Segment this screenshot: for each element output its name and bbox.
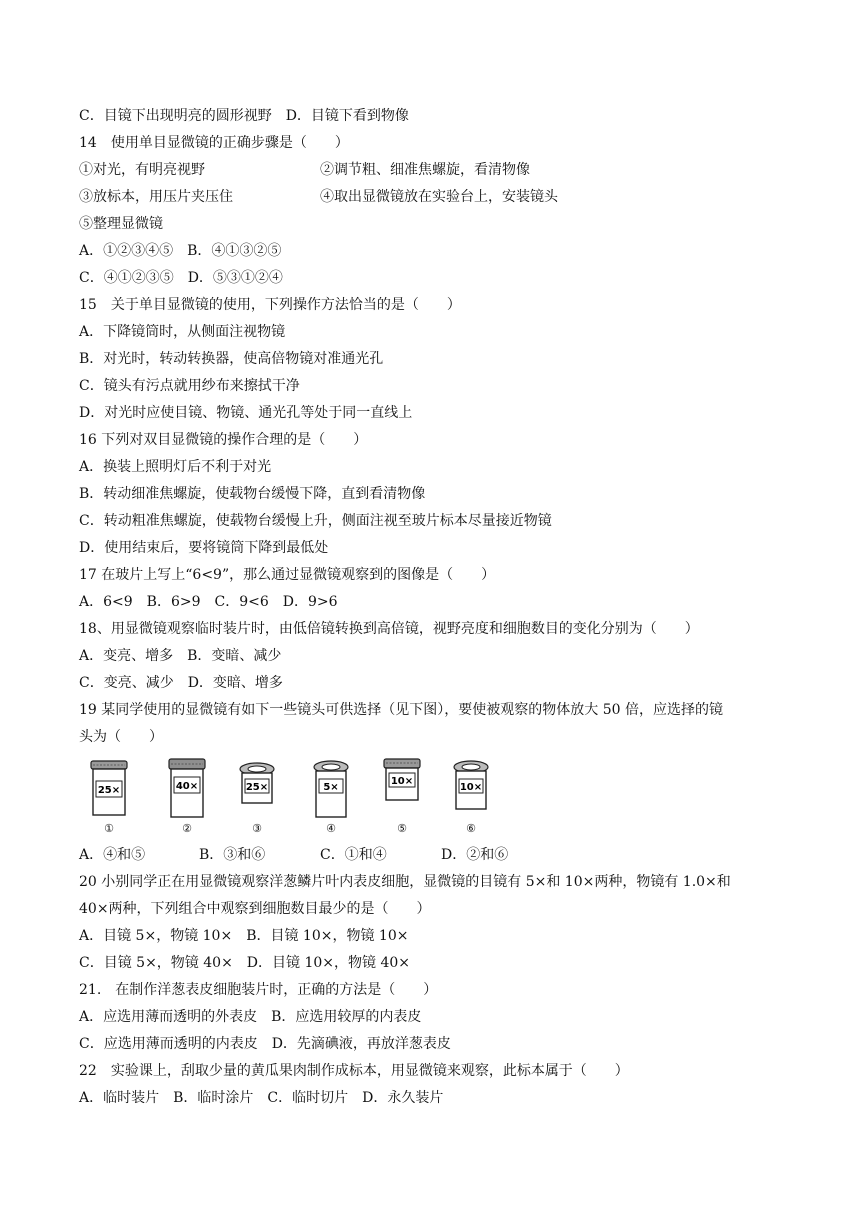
q14-step-5: ⑤整理显微镜 xyxy=(79,216,163,232)
lens-3-number: ③ xyxy=(252,822,262,835)
q21-options-ab: A．应选用薄而透明的外表皮 B．应选用较厚的内表皮 xyxy=(79,1009,422,1025)
lens-5-number: ⑤ xyxy=(397,822,407,835)
lens-6-label: 10× xyxy=(459,782,483,793)
q18-stem: 18、用显微镜观察临时装片时，由低倍镜转换到高倍镜，视野亮度和细胞数目的变化分别为（ ） xyxy=(79,621,699,637)
q16-option-b: B．转动细准焦螺旋，使载物台缓慢下降，直到看清物像 xyxy=(79,486,426,502)
lens-3-label: 25× xyxy=(245,782,269,793)
lens-5-label: 10× xyxy=(390,776,414,787)
lens-6-number: ⑥ xyxy=(466,822,476,835)
q14-step-3: ③放标本，用压片夹压住 xyxy=(79,189,233,205)
lens-3 xyxy=(231,757,283,835)
q14-step-4: ④取出显微镜放在实验台上，安装镜头 xyxy=(320,189,558,205)
q14-options-cd: C．④①②③⑤ D．⑤③①②④ xyxy=(79,270,283,286)
lens-4-label: 5× xyxy=(323,782,339,793)
q19-option-c: C．①和④ xyxy=(320,847,387,863)
lens-5 xyxy=(376,757,428,835)
q16-option-d: D．使用结束后，要将镜筒下降到最低处 xyxy=(79,540,329,556)
lens-1-label: 25× xyxy=(97,785,121,796)
q15-option-a: A．下降镜筒时，从侧面注视物镜 xyxy=(79,324,286,340)
q19-option-b: B．③和⑥ xyxy=(199,847,266,863)
q16-option-c: C．转动粗准焦螺旋，使载物台缓慢上升，侧面注视至玻片标本尽量接近物镜 xyxy=(79,513,552,529)
q15-stem: 15 关于单目显微镜的使用，下列操作方法恰当的是（ ） xyxy=(79,297,461,313)
lens-4 xyxy=(305,757,357,835)
q20-options-ab: A．目镜 5×，物镜 10× B．目镜 10×，物镜 10× xyxy=(79,928,409,944)
q19-option-d: D．②和⑥ xyxy=(441,847,509,863)
lens-figure xyxy=(79,757,499,835)
q14-step-1: ①对光，有明亮视野 xyxy=(79,162,205,178)
q21-options-cd: C．应选用薄而透明的内表皮 D．先滴碘液，再放洋葱表皮 xyxy=(79,1036,451,1052)
lens-6 xyxy=(445,757,497,835)
lens-2 xyxy=(161,757,213,835)
q15-option-b: B．对光时，转动转换器，使高倍物镜对准通光孔 xyxy=(79,351,384,367)
q15-option-d: D．对光时应使目镜、物镜、通光孔等处于同一直线上 xyxy=(79,405,413,421)
q14-step-2: ②调节粗、细准焦螺旋，看清物像 xyxy=(320,162,530,178)
q20-stem-line2: 40×两种，下列组合中观察到细胞数目最少的是（ ） xyxy=(79,901,431,917)
q13-options-cd: C．目镜下出现明亮的圆形视野 D．目镜下看到物像 xyxy=(79,108,409,124)
q18-options-cd: C．变亮、减少 D．变暗、增多 xyxy=(79,675,283,691)
q20-stem-line1: 20 小别同学正在用显微镜观察洋葱鳞片叶内表皮细胞，显微镜的目镜有 5×和 10×两种，物镜有 1.0×和 xyxy=(79,874,731,890)
q19-option-a: A．④和⑤ xyxy=(79,847,146,863)
q22-options: A．临时装片 B．临时涂片 C．临时切片 D．永久装片 xyxy=(79,1090,444,1106)
lens-4-number: ④ xyxy=(326,822,336,835)
lens-1 xyxy=(83,757,135,835)
q19-stem-line1: 19 某同学使用的显微镜有如下一些镜头可供选择（见下图），要使被观察的物体放大 50 倍，应选择的镜 xyxy=(79,702,723,718)
q14-options-ab: A．①②③④⑤ B．④①③②⑤ xyxy=(79,243,282,259)
q17-stem: 17 在玻片上写上“6<9”，那么通过显微镜观察到的图像是（ ） xyxy=(79,567,496,583)
lens-2-label: 40× xyxy=(175,781,199,792)
q21-stem: 21. 在制作洋葱表皮细胞装片时，正确的方法是（ ） xyxy=(79,982,438,998)
q14-stem: 14 使用单目显微镜的正确步骤是（ ） xyxy=(79,135,349,151)
lens-1-number: ① xyxy=(104,822,114,835)
q15-option-c: C．镜头有污点就用纱布来擦拭干净 xyxy=(79,378,300,394)
q16-option-a: A．换装上照明灯后不利于对光 xyxy=(79,459,272,475)
q18-options-ab: A．变亮、增多 B．变暗、减少 xyxy=(79,648,282,664)
q17-options: A．6<9 B．6>9 C．9<6 D．9>6 xyxy=(79,594,338,610)
q20-options-cd: C．目镜 5×，物镜 40× D．目镜 10×，物镜 40× xyxy=(79,955,411,971)
q19-stem-line2: 头为（ ） xyxy=(79,729,163,745)
q16-stem: 16 下列对双目显微镜的操作合理的是（ ） xyxy=(79,432,368,448)
q22-stem: 22 实验课上，刮取少量的黄瓜果肉制作成标本，用显微镜来观察，此标本属于（ ） xyxy=(79,1063,629,1079)
lens-2-number: ② xyxy=(182,822,192,835)
